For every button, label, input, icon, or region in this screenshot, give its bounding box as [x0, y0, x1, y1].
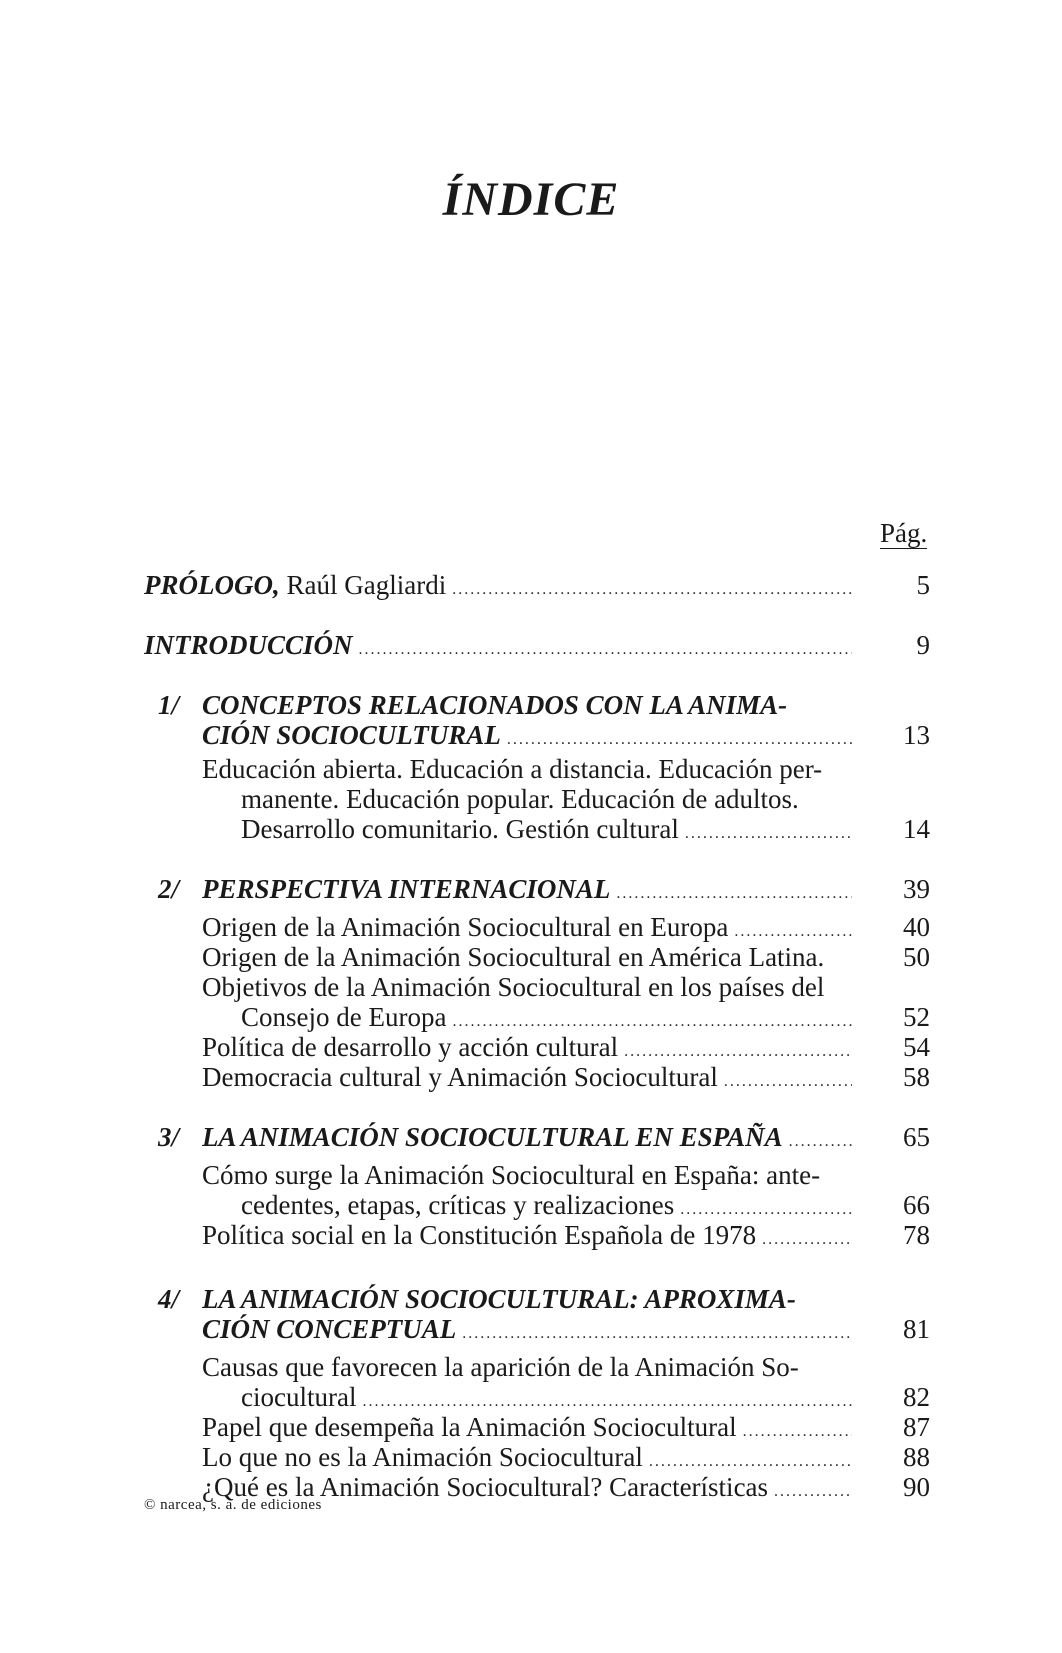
- chapter-3-title: LA ANIMACIÓN SOCIOCULTURAL EN ESPAÑA: [202, 1122, 783, 1152]
- introduccion-label: INTRODUCCIÓN: [144, 630, 353, 660]
- chapter-2-title: PERSPECTIVA INTERNACIONAL: [202, 874, 611, 904]
- leader-dots: [452, 575, 852, 605]
- page-number: 5: [916, 570, 930, 600]
- section-text: ¿Qué es la Animación Sociocultural? Características: [202, 1472, 769, 1502]
- toc-entry-introduccion[interactable]: [144, 630, 852, 665]
- prologo-author: Raúl Gagliardi: [286, 570, 447, 600]
- section-text[interactable]: Causas que favorecen la aparición de la Animación So-: [202, 1352, 799, 1382]
- section-text: ciocultural: [241, 1382, 357, 1412]
- section-text: Política social en la Constitución Española de 1978: [202, 1220, 757, 1250]
- toc-entry-chapter-4[interactable]: [202, 1314, 852, 1349]
- page-number: 58: [903, 1062, 930, 1092]
- leader-dots: [616, 879, 852, 909]
- chapter-number: 3/: [158, 1122, 180, 1152]
- chapter-number: 4/: [158, 1284, 180, 1314]
- chapter-4-title-line1[interactable]: LA ANIMACIÓN SOCIOCULTURAL: APROXIMA-: [202, 1284, 796, 1314]
- section-text: Lo que no es la Animación Sociocultural: [202, 1442, 643, 1472]
- section-text: Origen de la Animación Sociocultural en Europa: [202, 912, 729, 942]
- leader-dots: [774, 1477, 852, 1507]
- chapter-4-title-line2: CIÓN CONCEPTUAL: [202, 1314, 457, 1344]
- page-number: 14: [903, 814, 930, 844]
- page-number: 9: [916, 630, 930, 660]
- leader-dots: [789, 1127, 852, 1157]
- page-number: 82: [903, 1382, 930, 1412]
- page-number: 13: [903, 720, 930, 750]
- leader-dots: [685, 819, 852, 849]
- page-number: 65: [903, 1122, 930, 1152]
- section-text: Política de desarrollo y acción cultural: [202, 1032, 619, 1062]
- toc-entry-section[interactable]: Origen de la Animación Sociocultural en América Latina.: [202, 942, 825, 972]
- toc-entry-chapter-2[interactable]: [202, 874, 852, 909]
- page-number: 52: [903, 1002, 930, 1032]
- toc-entry-prologo[interactable]: [144, 570, 852, 605]
- leader-dots: [762, 1225, 852, 1255]
- section-text[interactable]: manente. Educación popular. Educación de adultos.: [241, 784, 799, 814]
- page-number: 40: [903, 912, 930, 942]
- chapter-1-title-line2: CIÓN SOCIOCULTURAL: [202, 720, 501, 750]
- toc-entry-chapter-1[interactable]: [202, 720, 852, 755]
- page-number: 87: [903, 1412, 930, 1442]
- page-number: 39: [903, 874, 930, 904]
- page-number: 78: [903, 1220, 930, 1250]
- section-text[interactable]: Educación abierta. Educación a distancia. Educación per-: [202, 754, 823, 784]
- page-number: 81: [903, 1314, 930, 1344]
- prologo-label: PRÓLOGO,: [144, 570, 280, 600]
- section-text: Consejo de Europa: [241, 1002, 447, 1032]
- leader-dots: [359, 635, 852, 665]
- section-text: Papel que desempeña la Animación Sociocultural: [202, 1412, 737, 1442]
- chapter-number: 2/: [158, 874, 180, 904]
- toc-entry-chapter-3[interactable]: [202, 1122, 852, 1157]
- page-number: 50: [903, 942, 930, 972]
- toc-entry-section[interactable]: [202, 1220, 852, 1255]
- section-text: cedentes, etapas, críticas y realizaciones: [241, 1190, 675, 1220]
- toc-entry-section[interactable]: [202, 1062, 852, 1097]
- section-text[interactable]: Cómo surge la Animación Sociocultural en España: ante-: [202, 1160, 821, 1190]
- chapter-number: 1/: [158, 690, 180, 720]
- leader-dots: [507, 725, 852, 755]
- section-text[interactable]: Objetivos de la Animación Sociocultural en los países del: [202, 972, 825, 1002]
- page-title: ÍNDICE: [442, 173, 620, 226]
- section-text: Democracia cultural y Animación Sociocultural: [202, 1062, 718, 1092]
- chapter-1-title-line1[interactable]: CONCEPTOS RELACIONADOS CON LA ANIMA-: [202, 690, 788, 720]
- section-text: Desarrollo comunitario. Gestión cultural: [241, 814, 679, 844]
- page-column-header: Pág.: [880, 518, 928, 548]
- leader-dots: [724, 1067, 852, 1097]
- page-number: 66: [903, 1190, 930, 1220]
- copyright-footer: © narcea, s. a. de ediciones: [144, 1497, 322, 1513]
- page-number: 90: [903, 1472, 930, 1502]
- page-number: 54: [903, 1032, 930, 1062]
- page-number: 88: [903, 1442, 930, 1472]
- leader-dots: [462, 1319, 852, 1349]
- toc-entry-section[interactable]: [241, 814, 852, 849]
